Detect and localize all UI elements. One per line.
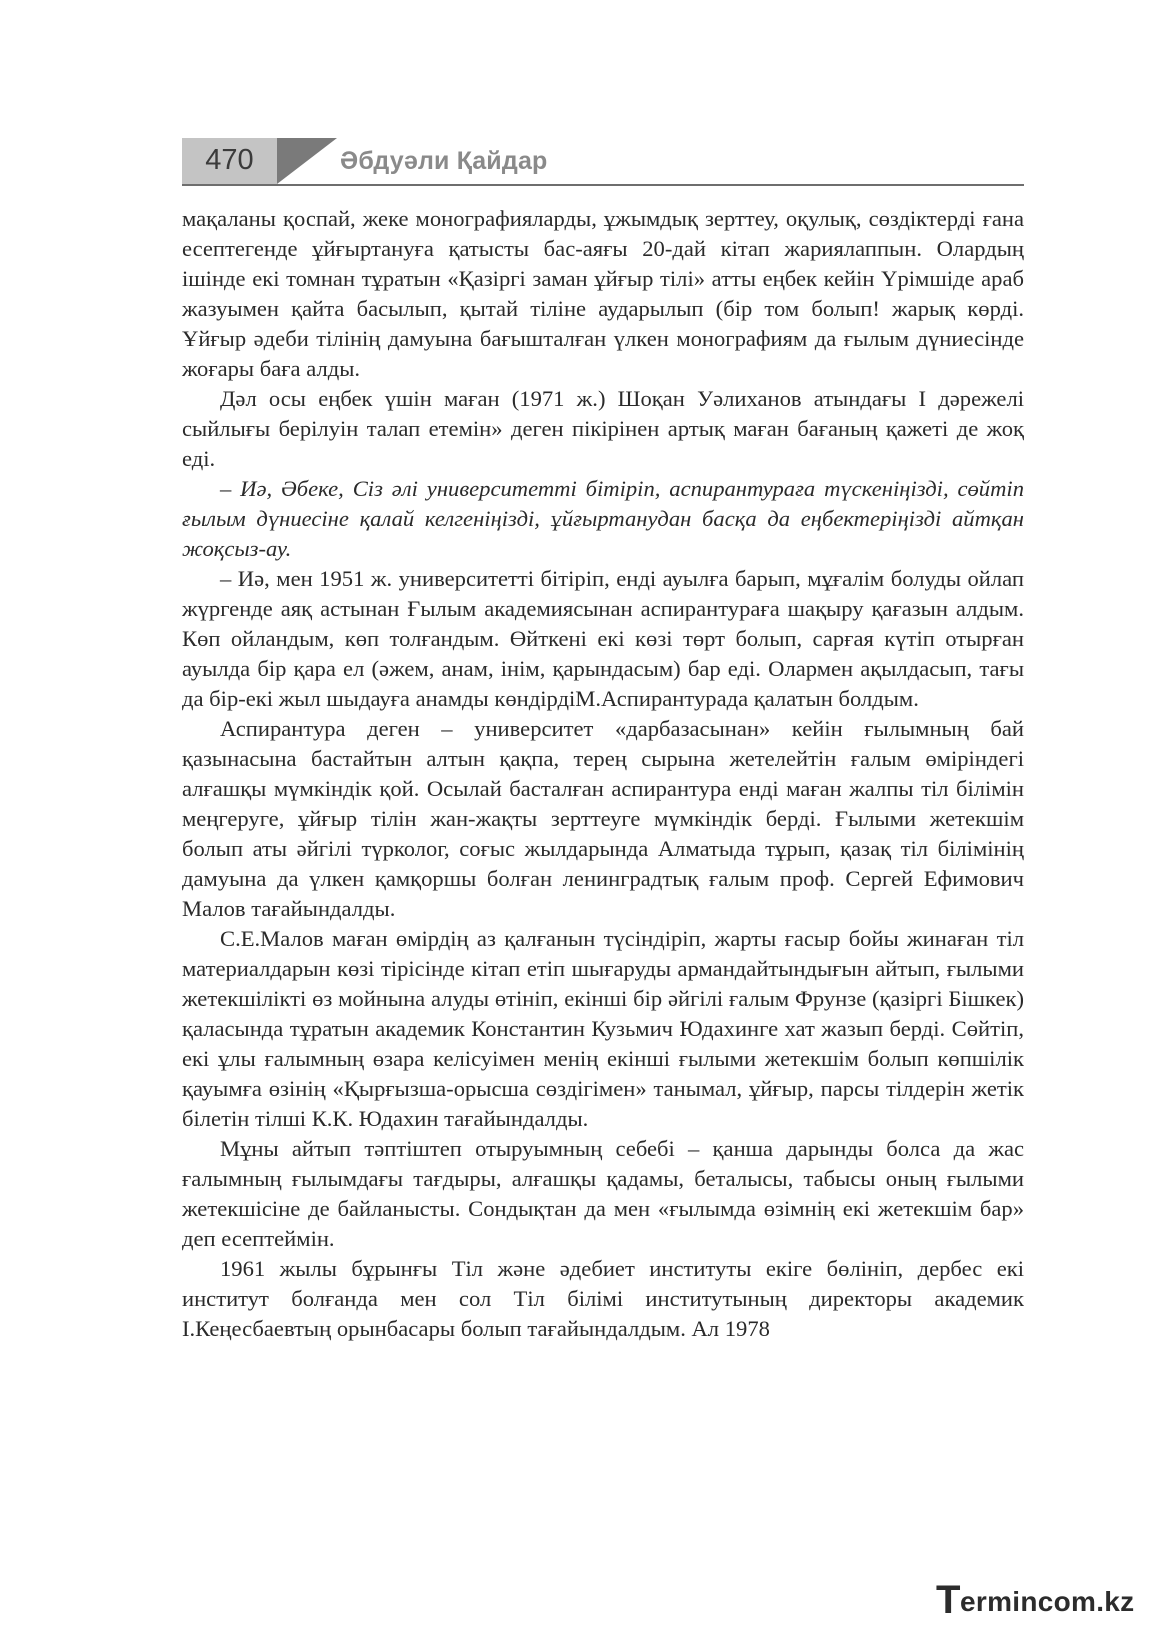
header-rule (182, 184, 1024, 186)
paragraph-2: Дәл осы еңбек үшін маған (1971 ж.) Шоқан Уәлиханов атындағы I дәрежелі сыйлығы берілуін талап етемін» деген пікірінен артық маған бағаның қажеті де жоқ еді. (182, 386, 1024, 471)
running-header (182, 138, 1024, 190)
header-tab-wedge (277, 138, 337, 184)
paragraph-8: 1961 жылы бұрынғы Тіл және әдебиет институты екіге бөлініп, дербес екі институт болғанда мен сол Тіл білімі институтының директоры академик I.Кеңесбаевтың орынбасары болып тағайындалдым. Ал 1978 (182, 1256, 1024, 1341)
logo-initial: T (936, 1578, 961, 1622)
body-text (182, 204, 1024, 1344)
running-title: Әбдуәли Қайдар (340, 147, 548, 175)
paragraph-1: мақаланы қоспай, жеке монографияларды, ұжымдық зерттеу, оқулық, сөздіктерді ғана есептегенде ұйғыртануға қатысты бас-аяғы 20-дай кітап жариялаппын. Олардың ішінде екі томнан тұратын «Қазіргі заман ұйғыр тілі» атты еңбек кейін Үрімшіде араб жазуымен қайта басылып, қытай тіліне аударылып (бір том болып! жарық көрді. Ұйғыр әдеби тілінің дамуына бағышталған үлкен монографиям да ғылым дүниесінде жоғары баға алды. (182, 206, 1024, 381)
termincom-logo (936, 1578, 1146, 1622)
paragraph-4: – Иә, мен 1951 ж. университетті бітіріп, енді ауылға барып, мұғалім болуды ойлап жүргенде аяқ астынан Ғылым академиясынан аспирантураға шақыру қағазын алдым. Көп ойландым, көп толғандым. Өйткені екі көзі төрт болып, сарғая күтіп отырған ауылда бір қара ел (әжем, анам, інім, қарындасым) бар еді. Олармен ақылдасып, тағы да бір-екі жыл шыдауға анамды көндірдіМ.Аспирантурада қалатын болдым. (182, 566, 1024, 711)
paragraph-5: Аспирантура деген – университет «дарбазасынан» кейін ғылымның бай қазынасына бастайтын алтын қақпа, терең сырына жетелейтін ғалым өміріндегі алғашқы мүмкіндік қой. Осылай басталған аспирантура енді маған жалпы тіл білімін меңгеруге, ұйғыр тілін жан-жақты зерттеуге мүмкіндік берді. Ғылыми жетекшім болып аты әйгілі түрколог, соғыс жылдарында Алматыда тұрып, қазақ тіл білімінің дамуына да үлкен қамқоршы болған ленинградтық ғалым проф. Сергей Ефимович Малов тағайындалды. (182, 716, 1024, 921)
paragraph-7: Мұны айтып тәптіштеп отыруымның себебі – қанша дарынды болса да жас ғалымның ғылымдағы тағдыры, алғашқы қадамы, беталысы, табысы оның ғылыми жетекшісіне де байланысты. Сондықтан да мен «ғылымда өзімнің екі жетекшім бар» деп есептеймін. (182, 1136, 1024, 1251)
interviewer-question: – Иә, Әбеке, Сіз әлі университетті бітіріп, аспирантураға түскеніңізді, сөйтіп ғылым дүниесіне қалай келгеніңізді, ұйғыртанудан басқа да еңбектеріңізді айтқан жоқсыз-ау. (182, 476, 1024, 561)
logo-text: ermincom.kz (960, 1586, 1135, 1617)
page-number: 470 (205, 144, 254, 176)
paragraph-6: С.Е.Малов маған өмірдің аз қалғанын түсіндіріп, жарты ғасыр бойы жинаған тіл материалдарын көзі тірісінде кітап етіп шығаруды армандайтындығын айтып, ғылыми жетекшілікті өз мойнына алуды өтініп, екінші бір әйгілі ғалым Фрунзе (қазіргі Бішкек) қаласында тұратын академик Константин Кузьмич Юдахинге хат жазып берді. Сөйтіп, екі ұлы ғалымның өзара келісуімен менің екінші ғылыми жетекшім болып көпшілік қауымға өзінің «Қырғызша-орысша сөздігімен» танымал, ұйғыр, парсы тілдерін жетік білетін тілші К.К. Юдахин тағайындалды. (182, 926, 1024, 1131)
